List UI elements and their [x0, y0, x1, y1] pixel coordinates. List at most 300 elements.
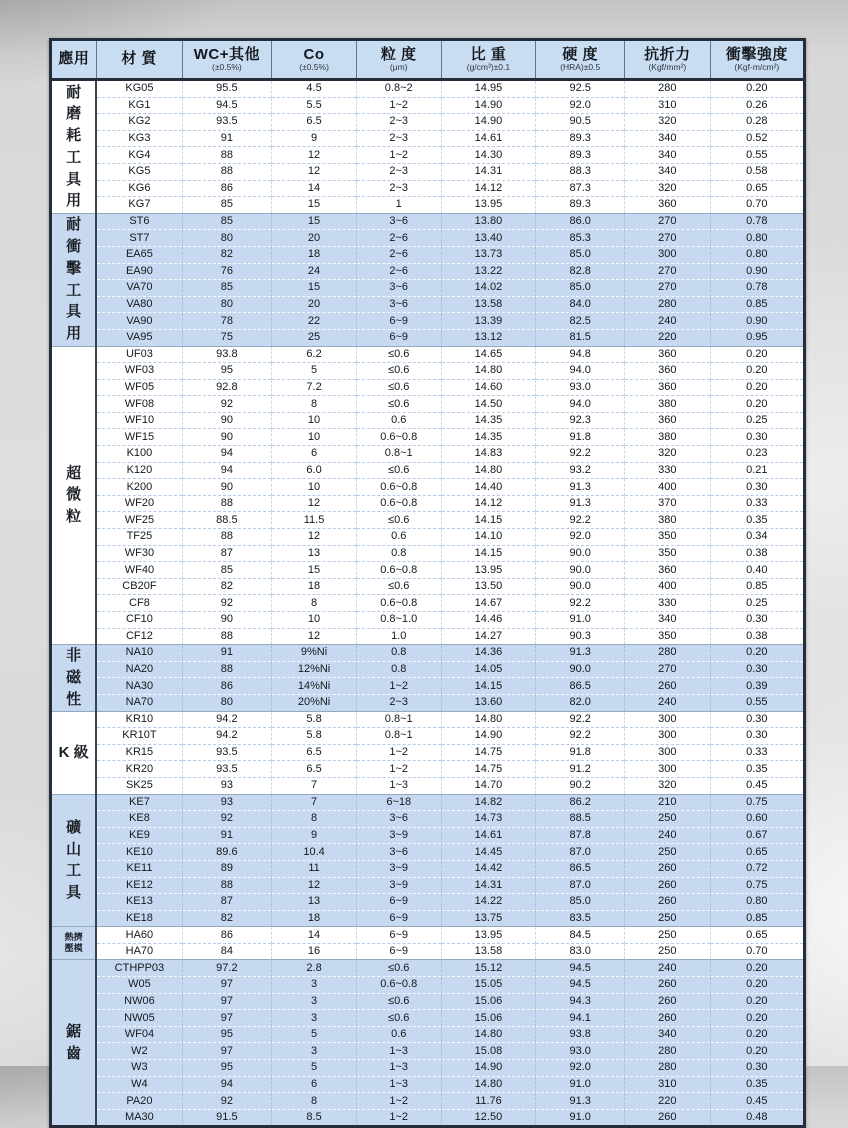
cell-impact: 0.38: [710, 545, 803, 562]
cell-material: KE10: [96, 844, 182, 861]
cell-density: 13.95: [441, 562, 536, 579]
header-unit: (±0.5%): [299, 61, 329, 72]
table-row: [52, 1060, 803, 1077]
cell-co: 9%Ni: [272, 645, 357, 662]
cell-wc: 97: [182, 977, 272, 994]
cell-material: KE9: [96, 827, 182, 844]
cell-density: 14.95: [441, 80, 536, 98]
cell-impact: 0.20: [710, 977, 803, 994]
cell-grain: 0.8: [356, 545, 441, 562]
cell-co: 12: [272, 877, 357, 894]
cell-hardness: 92.5: [536, 80, 625, 98]
table-row: [52, 1026, 803, 1043]
cell-impact: 0.30: [710, 429, 803, 446]
cell-trs: 360: [625, 363, 711, 380]
cell-impact: 0.80: [710, 894, 803, 911]
cell-hardness: 87.0: [536, 877, 625, 894]
cell-wc: 94: [182, 1076, 272, 1093]
cell-co: 6.2: [272, 346, 357, 363]
cell-wc: 86: [182, 927, 272, 944]
cell-wc: 87: [182, 545, 272, 562]
cell-material: CB20F: [96, 578, 182, 595]
cell-material: NA30: [96, 678, 182, 695]
cell-material: WF40: [96, 562, 182, 579]
cell-material: WF25: [96, 512, 182, 529]
cell-material: WF10: [96, 412, 182, 429]
table-row: [52, 694, 803, 711]
cell-co: 5.8: [272, 711, 357, 728]
cell-density: 14.90: [441, 1060, 536, 1077]
application-group-label: 非 磁 性: [52, 645, 96, 711]
cell-wc: 91: [182, 645, 272, 662]
table-row: [52, 230, 803, 247]
cell-trs: 260: [625, 977, 711, 994]
cell-material: KG4: [96, 147, 182, 164]
cell-density: 14.67: [441, 595, 536, 612]
cell-density: 13.50: [441, 578, 536, 595]
cell-co: 6: [272, 446, 357, 463]
cell-grain: 1~2: [356, 147, 441, 164]
cell-density: 14.82: [441, 794, 536, 811]
cell-density: 13.58: [441, 943, 536, 960]
cell-co: 6.5: [272, 761, 357, 778]
cell-grain: 3~6: [356, 296, 441, 313]
cell-material: KG7: [96, 197, 182, 214]
cell-hardness: 86.5: [536, 860, 625, 877]
cell-hardness: 87.0: [536, 844, 625, 861]
carbide-grade-spec-table: [49, 38, 806, 1128]
header-unit: (g/cm³)±0.1: [466, 61, 511, 72]
cell-impact: 0.20: [710, 396, 803, 413]
cell-grain: ≤0.6: [356, 960, 441, 977]
cell-grain: 0.8~1: [356, 728, 441, 745]
cell-grain: 0.6: [356, 1026, 441, 1043]
cell-material: KR10: [96, 711, 182, 728]
cell-density: 14.46: [441, 612, 536, 629]
cell-trs: 260: [625, 1010, 711, 1027]
table-row: [52, 263, 803, 280]
cell-material: WF05: [96, 379, 182, 396]
cell-impact: 0.40: [710, 562, 803, 579]
cell-grain: ≤0.6: [356, 363, 441, 380]
cell-density: 15.06: [441, 1010, 536, 1027]
cell-material: K120: [96, 462, 182, 479]
cell-impact: 0.30: [710, 479, 803, 496]
cell-material: KE12: [96, 877, 182, 894]
cell-trs: 340: [625, 1026, 711, 1043]
cell-material: VA70: [96, 280, 182, 297]
cell-hardness: 92.2: [536, 711, 625, 728]
cell-wc: 85: [182, 280, 272, 297]
cell-co: 12: [272, 628, 357, 645]
cell-grain: 0.8~2: [356, 80, 441, 98]
cell-grain: 2~3: [356, 130, 441, 147]
cell-trs: 220: [625, 329, 711, 346]
cell-wc: 86: [182, 180, 272, 197]
cell-wc: 94.5: [182, 97, 272, 114]
cell-wc: 82: [182, 578, 272, 595]
cell-impact: 0.38: [710, 628, 803, 645]
table-row: [52, 147, 803, 164]
cell-co: 9: [272, 827, 357, 844]
cell-density: 14.40: [441, 479, 536, 496]
cell-hardness: 90.3: [536, 628, 625, 645]
cell-hardness: 92.3: [536, 412, 625, 429]
cell-co: 10: [272, 479, 357, 496]
cell-hardness: 91.8: [536, 429, 625, 446]
cell-material: W05: [96, 977, 182, 994]
cell-density: 14.42: [441, 860, 536, 877]
cell-material: KG6: [96, 180, 182, 197]
cell-density: 13.39: [441, 313, 536, 330]
cell-impact: 0.20: [710, 363, 803, 380]
cell-wc: 94: [182, 446, 272, 463]
cell-co: 22: [272, 313, 357, 330]
cell-material: VA95: [96, 329, 182, 346]
cell-trs: 380: [625, 512, 711, 529]
cell-density: 13.73: [441, 246, 536, 263]
cell-impact: 0.45: [710, 777, 803, 794]
cell-wc: 88: [182, 628, 272, 645]
cell-density: 13.95: [441, 197, 536, 214]
cell-trs: 350: [625, 529, 711, 546]
cell-material: KR20: [96, 761, 182, 778]
table-row: [52, 329, 803, 346]
cell-co: 12%Ni: [272, 661, 357, 678]
cell-impact: 0.20: [710, 993, 803, 1010]
cell-grain: ≤0.6: [356, 396, 441, 413]
cell-grain: 3~9: [356, 827, 441, 844]
cell-grain: 3~9: [356, 860, 441, 877]
cell-co: 8: [272, 811, 357, 828]
cell-grain: 1~3: [356, 1043, 441, 1060]
cell-grain: ≤0.6: [356, 512, 441, 529]
cell-impact: 0.52: [710, 130, 803, 147]
cell-co: 11: [272, 860, 357, 877]
cell-wc: 80: [182, 694, 272, 711]
table-row: [52, 844, 803, 861]
cell-density: 14.36: [441, 645, 536, 662]
cell-impact: 0.30: [710, 612, 803, 629]
cell-impact: 0.90: [710, 263, 803, 280]
cell-density: 14.31: [441, 163, 536, 180]
cell-material: CTHPP03: [96, 960, 182, 977]
cell-hardness: 90.0: [536, 545, 625, 562]
cell-impact: 0.28: [710, 114, 803, 131]
table-row: [52, 479, 803, 496]
table-row: [52, 197, 803, 214]
cell-hardness: 91.0: [536, 1109, 625, 1125]
table-row: [52, 213, 803, 230]
cell-wc: 88: [182, 495, 272, 512]
cell-grain: 0.6~0.8: [356, 429, 441, 446]
cell-material: NA10: [96, 645, 182, 662]
cell-wc: 82: [182, 910, 272, 927]
cell-hardness: 92.2: [536, 595, 625, 612]
table-row: [52, 446, 803, 463]
cell-grain: 6~9: [356, 329, 441, 346]
cell-hardness: 93.8: [536, 1026, 625, 1043]
cell-trs: 350: [625, 545, 711, 562]
header-unit: (Kgf-m/cm²): [734, 61, 780, 72]
cell-density: 14.61: [441, 827, 536, 844]
cell-wc: 88: [182, 163, 272, 180]
cell-co: 20%Ni: [272, 694, 357, 711]
cell-material: WF03: [96, 363, 182, 380]
cell-grain: 2~6: [356, 263, 441, 280]
cell-grain: 0.6~0.8: [356, 479, 441, 496]
cell-wc: 97.2: [182, 960, 272, 977]
cell-trs: 240: [625, 694, 711, 711]
cell-trs: 360: [625, 346, 711, 363]
cell-impact: 0.67: [710, 827, 803, 844]
cell-trs: 300: [625, 246, 711, 263]
cell-impact: 0.20: [710, 346, 803, 363]
cell-co: 24: [272, 263, 357, 280]
cell-co: 5: [272, 363, 357, 380]
cell-trs: 380: [625, 396, 711, 413]
cell-trs: 270: [625, 661, 711, 678]
cell-co: 6: [272, 1076, 357, 1093]
cell-hardness: 82.5: [536, 313, 625, 330]
cell-material: KE8: [96, 811, 182, 828]
cell-impact: 0.20: [710, 960, 803, 977]
cell-grain: 1.0: [356, 628, 441, 645]
cell-co: 4.5: [272, 80, 357, 98]
cell-impact: 0.65: [710, 927, 803, 944]
table-row: [52, 495, 803, 512]
cell-material: PA20: [96, 1093, 182, 1110]
cell-trs: 300: [625, 744, 711, 761]
cell-grain: ≤0.6: [356, 346, 441, 363]
cell-trs: 270: [625, 280, 711, 297]
cell-density: 13.75: [441, 910, 536, 927]
cell-wc: 75: [182, 329, 272, 346]
cell-density: 15.06: [441, 993, 536, 1010]
cell-co: 15: [272, 197, 357, 214]
cell-wc: 97: [182, 1043, 272, 1060]
cell-impact: 0.23: [710, 446, 803, 463]
cell-grain: 1~2: [356, 97, 441, 114]
table-row: [52, 379, 803, 396]
cell-co: 3: [272, 977, 357, 994]
cell-material: EA65: [96, 246, 182, 263]
cell-impact: 0.34: [710, 529, 803, 546]
cell-hardness: 91.3: [536, 495, 625, 512]
cell-density: 14.61: [441, 130, 536, 147]
cell-trs: 280: [625, 645, 711, 662]
cell-co: 5: [272, 1026, 357, 1043]
cell-wc: 91.5: [182, 1109, 272, 1125]
cell-material: NW05: [96, 1010, 182, 1027]
cell-co: 13: [272, 545, 357, 562]
cell-wc: 95: [182, 1060, 272, 1077]
cell-material: HA60: [96, 927, 182, 944]
cell-grain: 1~2: [356, 761, 441, 778]
table-row: [52, 1109, 803, 1125]
cell-grain: 0.6~0.8: [356, 977, 441, 994]
cell-impact: 0.20: [746, 82, 768, 95]
cell-hardness: 86.2: [536, 794, 625, 811]
cell-hardness: 93.0: [536, 379, 625, 396]
cell-hardness: 87.3: [536, 180, 625, 197]
cell-material: WF30: [96, 545, 182, 562]
table-row: [52, 777, 803, 794]
cell-wc: 85: [182, 197, 272, 214]
cell-density: 14.90: [441, 114, 536, 131]
cell-material: NA20: [96, 661, 182, 678]
cell-material: VA80: [96, 296, 182, 313]
cell-hardness: 92.0: [536, 529, 625, 546]
cell-trs: 280: [625, 296, 711, 313]
table-body: [52, 80, 803, 1126]
table-header-row: [52, 41, 803, 80]
cell-impact: 0.78: [710, 280, 803, 297]
cell-density: 14.30: [441, 147, 536, 164]
cell-trs: 360: [625, 412, 711, 429]
cell-hardness: 94.3: [536, 993, 625, 1010]
cell-hardness: 91.3: [536, 1093, 625, 1110]
cell-grain: ≤0.6: [356, 993, 441, 1010]
cell-wc: 93.5: [182, 761, 272, 778]
cell-co: 15: [272, 213, 357, 230]
cell-grain: ≤0.6: [356, 578, 441, 595]
cell-wc: 86: [182, 678, 272, 695]
cell-grain: 0.8: [356, 661, 441, 678]
cell-wc: 92: [182, 396, 272, 413]
table-row: [52, 645, 803, 662]
cell-grain: 1~2: [356, 1109, 441, 1125]
cell-trs: 370: [625, 495, 711, 512]
cell-density: 13.60: [441, 694, 536, 711]
cell-hardness: 91.2: [536, 761, 625, 778]
cell-trs: 320: [625, 114, 711, 131]
cell-wc: 88: [182, 529, 272, 546]
cell-trs: 260: [625, 1109, 711, 1125]
application-group-label: 耐 磨 耗 工 具 用: [52, 80, 96, 214]
header-cell-hardness: [536, 41, 625, 80]
cell-impact: 0.25: [710, 595, 803, 612]
cell-grain: 6~9: [356, 894, 441, 911]
cell-wc: 95: [182, 1026, 272, 1043]
table-row: [52, 412, 803, 429]
cell-trs: 260: [625, 877, 711, 894]
cell-co: 12: [272, 529, 357, 546]
cell-co: 11.5: [272, 512, 357, 529]
cell-material: KR15: [96, 744, 182, 761]
cell-hardness: 94.5: [536, 977, 625, 994]
cell-co: 12: [272, 147, 357, 164]
cell-density: 14.12: [441, 495, 536, 512]
cell-grain: 3~6: [356, 844, 441, 861]
cell-material: TF25: [96, 529, 182, 546]
cell-hardness: 84.0: [536, 296, 625, 313]
cell-hardness: 82.8: [536, 263, 625, 280]
cell-density: 14.80: [441, 1076, 536, 1093]
cell-co: 2.8: [272, 960, 357, 977]
cell-co: 5: [272, 1060, 357, 1077]
cell-impact: 0.85: [710, 578, 803, 595]
table-row: [52, 993, 803, 1010]
cell-density: 14.80: [441, 711, 536, 728]
cell-impact: 0.20: [710, 1026, 803, 1043]
table-row: [52, 80, 803, 98]
cell-density: 14.05: [441, 661, 536, 678]
cell-wc: 90: [182, 412, 272, 429]
cell-wc: 92: [182, 1093, 272, 1110]
cell-co: 14%Ni: [272, 678, 357, 695]
table-row: [52, 114, 803, 131]
cell-wc: 87: [182, 894, 272, 911]
cell-wc: 93.5: [182, 744, 272, 761]
cell-density: 14.45: [441, 844, 536, 861]
cell-material: KE13: [96, 894, 182, 911]
cell-wc: 94.2: [182, 711, 272, 728]
header-cell-density: [441, 41, 536, 80]
table-row: [52, 429, 803, 446]
cell-wc: 85: [182, 562, 272, 579]
cell-impact: 0.65: [710, 844, 803, 861]
cell-density: 14.80: [441, 363, 536, 380]
cell-trs: 360: [625, 562, 711, 579]
cell-trs: 300: [625, 728, 711, 745]
cell-co: 25: [272, 329, 357, 346]
application-group-label: K 級: [52, 711, 96, 794]
cell-hardness: 92.2: [536, 446, 625, 463]
cell-hardness: 86.0: [536, 213, 625, 230]
cell-density: 13.12: [441, 329, 536, 346]
header-cell-co: [272, 41, 357, 80]
cell-grain: 6~9: [356, 943, 441, 960]
cell-wc: 80: [182, 296, 272, 313]
cell-co: 7: [272, 794, 357, 811]
cell-trs: 340: [625, 130, 711, 147]
application-group-label: 礦 山 工 具: [52, 794, 96, 927]
cell-co: 20: [272, 296, 357, 313]
cell-material: CF10: [96, 612, 182, 629]
cell-wc: 92: [182, 811, 272, 828]
cell-co: 7.2: [272, 379, 357, 396]
cell-impact: 0.26: [710, 97, 803, 114]
cell-trs: 250: [625, 811, 711, 828]
cell-hardness: 94.1: [536, 1010, 625, 1027]
cell-impact: 0.20: [710, 1043, 803, 1060]
cell-density: 14.50: [441, 396, 536, 413]
cell-hardness: 85.0: [536, 894, 625, 911]
cell-trs: 260: [625, 860, 711, 877]
cell-material: ST7: [96, 230, 182, 247]
cell-wc: 76: [182, 263, 272, 280]
cell-co: 8.5: [272, 1109, 357, 1125]
cell-impact: 0.21: [710, 462, 803, 479]
cell-impact: 0.39: [710, 678, 803, 695]
cell-impact: 0.20: [710, 1010, 803, 1027]
table-row: [52, 296, 803, 313]
table-row: [52, 1076, 803, 1093]
cell-co: 6.5: [272, 744, 357, 761]
cell-impact: 0.25: [710, 412, 803, 429]
header-unit: (μm): [389, 61, 408, 72]
header-cell-trs: [625, 41, 711, 80]
cell-impact: 0.55: [710, 694, 803, 711]
cell-wc: 90: [182, 429, 272, 446]
cell-wc: 94.2: [182, 728, 272, 745]
cell-density: 14.75: [441, 761, 536, 778]
cell-hardness: 90.2: [536, 777, 625, 794]
cell-impact: 0.20: [710, 379, 803, 396]
table-row: [52, 711, 803, 728]
header-label: 粒 度: [380, 45, 417, 63]
